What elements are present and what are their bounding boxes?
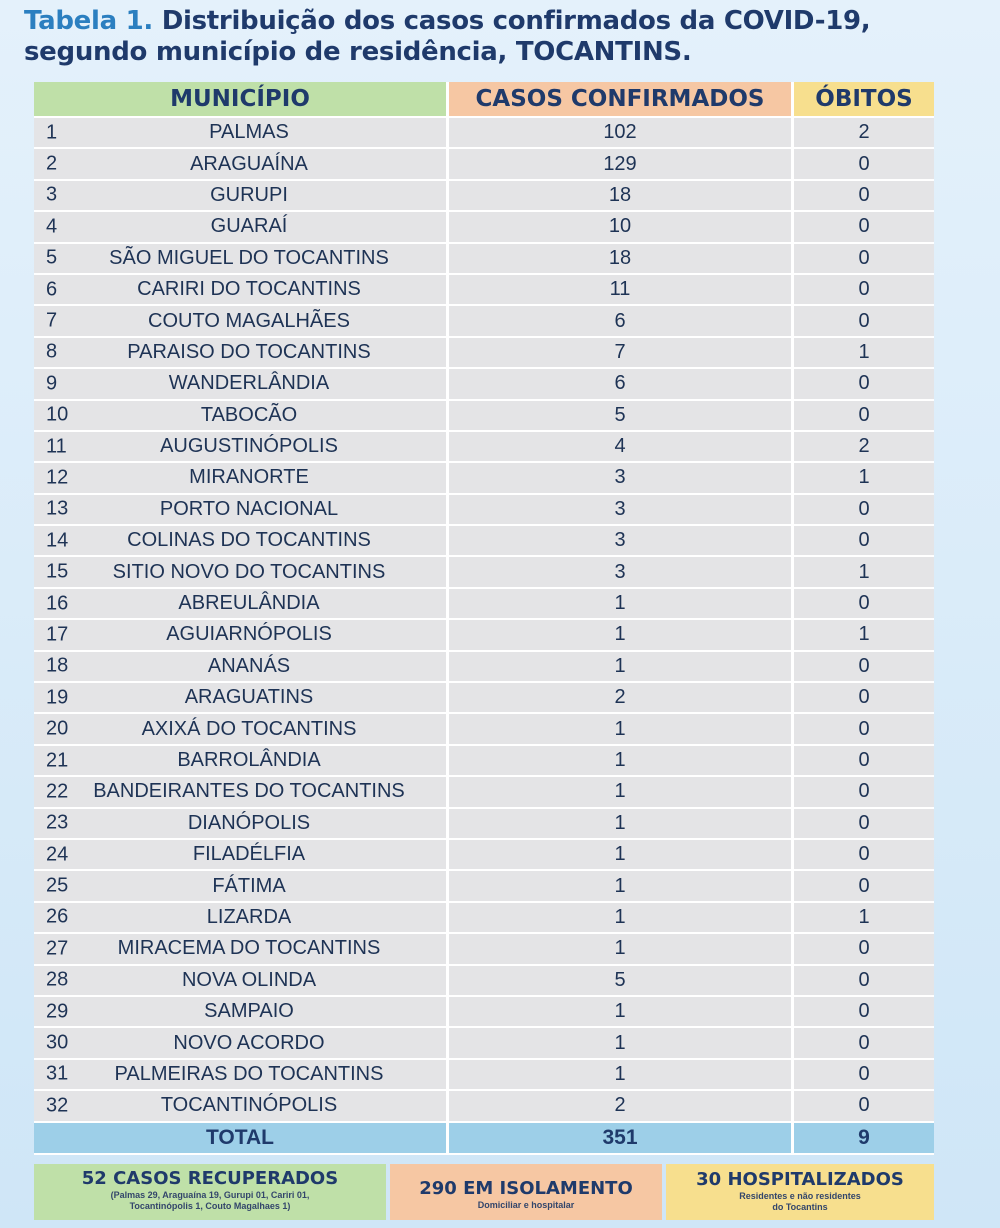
cell-casos: 10 — [449, 212, 794, 243]
municipio-name: WANDERLÂNDIA — [168, 372, 330, 395]
row-number: 13 — [46, 497, 69, 520]
row-number: 3 — [46, 183, 58, 206]
row-number: 31 — [46, 1062, 69, 1085]
isolation-title: 290 EM ISOLAMENTO — [419, 1178, 633, 1199]
total-row — [34, 1123, 934, 1155]
cell-obitos: 0 — [794, 495, 934, 526]
cell-obitos: 0 — [794, 683, 934, 714]
row-number: 19 — [46, 686, 69, 709]
table-row — [34, 149, 934, 180]
cell-casos: 102 — [449, 118, 794, 149]
table-row — [34, 118, 934, 149]
table-row — [34, 275, 934, 306]
cell-obitos: 0 — [794, 275, 934, 306]
row-number: 21 — [46, 749, 69, 771]
cell-municipio — [34, 432, 449, 463]
caption-text: Distribuição dos casos confirmados da COVID-19, segundo município de residência, TOCANTINS. — [24, 6, 871, 67]
cell-municipio — [34, 714, 449, 745]
cell-obitos: 0 — [794, 871, 934, 902]
cell-municipio — [34, 463, 449, 494]
row-number: 11 — [46, 435, 67, 458]
row-number: 16 — [46, 592, 69, 615]
table-row — [34, 871, 934, 902]
row-number: 9 — [46, 372, 58, 395]
table-row — [34, 589, 934, 620]
row-number: 2 — [46, 152, 58, 175]
municipio-name: BANDEIRANTES DO TOCANTINS — [93, 780, 405, 803]
cell-casos: 18 — [449, 181, 794, 212]
cell-municipio — [34, 903, 449, 934]
cell-casos: 1 — [449, 652, 794, 683]
cell-municipio — [34, 212, 449, 243]
table-row — [34, 966, 934, 997]
row-number: 17 — [46, 623, 69, 646]
cell-obitos: 0 — [794, 526, 934, 557]
municipio-name: AUGUSTINÓPOLIS — [160, 435, 338, 458]
recovered-title: 52 CASOS RECUPERADOS — [81, 1168, 339, 1189]
table-row — [34, 997, 934, 1028]
cell-municipio — [34, 652, 449, 683]
row-number: 18 — [46, 654, 69, 677]
cell-municipio — [34, 871, 449, 902]
cases-table — [34, 82, 934, 1155]
municipio-name: BARROLÂNDIA — [177, 749, 321, 771]
recovered-detail-2: Tocantinópolis 1, Couto Magalhaes 1) — [129, 1201, 291, 1211]
cell-casos: 18 — [449, 244, 794, 275]
cell-casos: 1 — [449, 589, 794, 620]
cell-obitos: 0 — [794, 746, 934, 777]
row-number: 15 — [46, 560, 69, 583]
cell-casos: 1 — [449, 714, 794, 745]
hospitalized-title: 30 HOSPITALIZADOS — [696, 1169, 904, 1190]
table-row — [34, 620, 934, 651]
row-number: 10 — [46, 403, 69, 426]
municipio-name: MIRACEMA DO TOCANTINS — [117, 937, 381, 960]
cell-municipio — [34, 557, 449, 588]
cell-municipio — [34, 589, 449, 620]
cell-municipio — [34, 934, 449, 965]
municipio-name: PALMEIRAS DO TOCANTINS — [114, 1062, 384, 1085]
cell-obitos: 0 — [794, 149, 934, 180]
table-row — [34, 777, 934, 808]
cell-municipio — [34, 495, 449, 526]
table-row — [34, 1028, 934, 1059]
municipio-name: AXIXÁ DO TOCANTINS — [141, 717, 357, 740]
municipio-name: FILADÉLFIA — [192, 843, 306, 866]
caption-lead: Tabela 1. — [24, 6, 153, 36]
row-number: 24 — [46, 843, 69, 866]
cell-casos: 3 — [449, 463, 794, 494]
table-row — [34, 306, 934, 337]
municipio-name: DIANÓPOLIS — [187, 811, 311, 834]
cell-casos: 5 — [449, 966, 794, 997]
municipio-name: FÁTIMA — [212, 874, 286, 897]
cell-casos: 1 — [449, 903, 794, 934]
cell-obitos: 0 — [794, 369, 934, 400]
cell-municipio — [34, 840, 449, 871]
cell-casos: 129 — [449, 149, 794, 180]
municipio-name: TABOCÃO — [200, 403, 298, 426]
cell-casos: 1 — [449, 777, 794, 808]
cell-casos: 1 — [449, 871, 794, 902]
cell-municipio — [34, 620, 449, 651]
cell-casos: 3 — [449, 557, 794, 588]
cell-obitos: 0 — [794, 777, 934, 808]
table-row — [34, 1060, 934, 1091]
table-row — [34, 652, 934, 683]
cell-municipio — [34, 1060, 449, 1091]
municipio-name: ABREULÂNDIA — [178, 592, 320, 615]
cell-casos: 1 — [449, 746, 794, 777]
cell-municipio — [34, 244, 449, 275]
cell-casos: 1 — [449, 1028, 794, 1059]
municipio-name: SÃO MIGUEL DO TOCANTINS — [109, 246, 389, 269]
table-row — [34, 495, 934, 526]
table-row — [34, 463, 934, 494]
table-row — [34, 338, 934, 369]
cell-casos: 1 — [449, 840, 794, 871]
municipio-name: AGUIARNÓPOLIS — [166, 623, 332, 646]
cell-casos: 2 — [449, 1091, 794, 1122]
cell-casos: 6 — [449, 369, 794, 400]
municipio-name: PALMAS — [209, 121, 289, 144]
cell-municipio — [34, 746, 449, 777]
header-obitos: ÓBITOS — [794, 82, 934, 118]
cell-municipio — [34, 809, 449, 840]
cell-obitos: 1 — [794, 903, 934, 934]
municipio-name: TOCANTINÓPOLIS — [160, 1094, 338, 1117]
cell-municipio — [34, 526, 449, 557]
cell-obitos: 0 — [794, 840, 934, 871]
cell-obitos: 0 — [794, 652, 934, 683]
cell-casos: 1 — [449, 1060, 794, 1091]
table-row — [34, 369, 934, 400]
table-row — [34, 401, 934, 432]
cell-obitos: 0 — [794, 934, 934, 965]
isolation-box — [390, 1164, 662, 1220]
cell-obitos: 0 — [794, 714, 934, 745]
municipio-name: COLINAS DO TOCANTINS — [127, 529, 371, 552]
municipio-name: NOVO ACORDO — [173, 1031, 325, 1054]
cases-table-container — [34, 82, 934, 1155]
table-row — [34, 432, 934, 463]
row-number: 5 — [46, 246, 58, 269]
hospitalized-box — [666, 1164, 934, 1220]
row-number: 25 — [46, 874, 69, 897]
table-row — [34, 840, 934, 871]
row-number: 6 — [46, 278, 58, 301]
summary-boxes — [34, 1164, 934, 1220]
table-row — [34, 746, 934, 777]
municipio-name: PARAISO DO TOCANTINS — [127, 340, 371, 363]
cell-municipio — [34, 149, 449, 180]
row-number: 14 — [46, 529, 69, 552]
table-row — [34, 244, 934, 275]
municipio-name: SAMPAIO — [204, 1000, 294, 1023]
table-row — [34, 181, 934, 212]
cell-casos: 1 — [449, 620, 794, 651]
table-row — [34, 683, 934, 714]
row-number: 26 — [46, 905, 69, 928]
cell-obitos: 1 — [794, 463, 934, 494]
row-number: 20 — [46, 717, 69, 740]
cell-obitos: 1 — [794, 620, 934, 651]
cell-obitos: 2 — [794, 118, 934, 149]
municipio-name: ARAGUATINS — [184, 686, 314, 709]
cell-casos: 1 — [449, 809, 794, 840]
cell-municipio — [34, 1028, 449, 1059]
cell-municipio — [34, 683, 449, 714]
total-obitos: 9 — [794, 1123, 934, 1155]
cell-obitos: 0 — [794, 181, 934, 212]
municipio-name: CARIRI DO TOCANTINS — [137, 278, 361, 301]
hospitalized-detail-2: do Tocantins — [772, 1202, 828, 1212]
cell-obitos: 0 — [794, 401, 934, 432]
cell-obitos: 2 — [794, 432, 934, 463]
municipio-name: COUTO MAGALHÃES — [148, 309, 350, 332]
row-number: 8 — [46, 340, 58, 363]
recovered-detail-1: (Palmas 29, Araguaína 19, Gurupi 01, Cariri 01, — [110, 1190, 310, 1200]
cell-casos: 3 — [449, 495, 794, 526]
cell-obitos: 0 — [794, 1060, 934, 1091]
municipio-name: SITIO NOVO DO TOCANTINS — [112, 560, 386, 583]
cell-municipio — [34, 369, 449, 400]
row-number: 4 — [46, 215, 58, 238]
recovered-box — [34, 1164, 386, 1220]
header-casos: CASOS CONFIRMADOS — [449, 82, 794, 118]
table-row — [34, 557, 934, 588]
cell-obitos: 0 — [794, 997, 934, 1028]
cell-municipio — [34, 401, 449, 432]
cell-municipio — [34, 966, 449, 997]
cell-obitos: 0 — [794, 589, 934, 620]
cell-casos: 6 — [449, 306, 794, 337]
row-number: 22 — [46, 780, 69, 803]
header-municipio: MUNICÍPIO — [34, 82, 449, 118]
municipio-name: ARAGUAÍNA — [190, 152, 308, 175]
cell-obitos: 0 — [794, 1091, 934, 1122]
cell-obitos: 0 — [794, 966, 934, 997]
row-number: 12 — [46, 466, 69, 489]
cell-municipio — [34, 1091, 449, 1122]
municipio-name: MIRANORTE — [189, 466, 309, 489]
municipio-name: LIZARDA — [206, 905, 292, 928]
table-row — [34, 526, 934, 557]
cell-municipio — [34, 338, 449, 369]
row-number: 1 — [46, 121, 58, 144]
cell-casos: 3 — [449, 526, 794, 557]
cell-obitos: 0 — [794, 1028, 934, 1059]
cell-municipio — [34, 181, 449, 212]
cell-casos: 5 — [449, 401, 794, 432]
cell-obitos: 1 — [794, 338, 934, 369]
row-number: 28 — [46, 968, 69, 991]
row-number: 29 — [46, 1000, 69, 1023]
municipio-name: GUARAÍ — [210, 215, 288, 238]
row-number: 27 — [46, 937, 69, 960]
row-number: 7 — [46, 309, 58, 332]
table-row — [34, 809, 934, 840]
table-row — [34, 903, 934, 934]
cell-obitos: 1 — [794, 557, 934, 588]
table-row — [34, 714, 934, 745]
municipio-name: GURUPI — [210, 183, 288, 206]
cell-municipio — [34, 275, 449, 306]
table-body — [34, 118, 934, 1123]
cell-obitos: 0 — [794, 306, 934, 337]
cell-municipio — [34, 997, 449, 1028]
total-label: TOTAL — [34, 1123, 449, 1155]
cell-casos: 1 — [449, 934, 794, 965]
cell-municipio — [34, 118, 449, 149]
row-number: 32 — [46, 1094, 69, 1117]
cell-municipio — [34, 777, 449, 808]
table-header-row — [34, 82, 934, 118]
hospitalized-detail-1: Residentes e não residentes — [739, 1191, 861, 1201]
table-row — [34, 934, 934, 965]
total-casos: 351 — [449, 1123, 794, 1155]
cell-casos: 11 — [449, 275, 794, 306]
row-number: 30 — [46, 1031, 69, 1054]
cell-municipio — [34, 306, 449, 337]
municipio-name: ANANÁS — [207, 654, 291, 677]
isolation-detail: Domiciliar e hospitalar — [477, 1200, 575, 1210]
cell-casos: 2 — [449, 683, 794, 714]
cell-casos: 1 — [449, 997, 794, 1028]
cell-casos: 4 — [449, 432, 794, 463]
table-caption — [24, 6, 974, 68]
municipio-name: NOVA OLINDA — [181, 968, 317, 991]
row-number: 23 — [46, 811, 69, 834]
cell-obitos: 0 — [794, 244, 934, 275]
table-row — [34, 212, 934, 243]
table-row — [34, 1091, 934, 1122]
cell-obitos: 0 — [794, 212, 934, 243]
cell-obitos: 0 — [794, 809, 934, 840]
cell-casos: 7 — [449, 338, 794, 369]
municipio-name: PORTO NACIONAL — [159, 497, 339, 520]
